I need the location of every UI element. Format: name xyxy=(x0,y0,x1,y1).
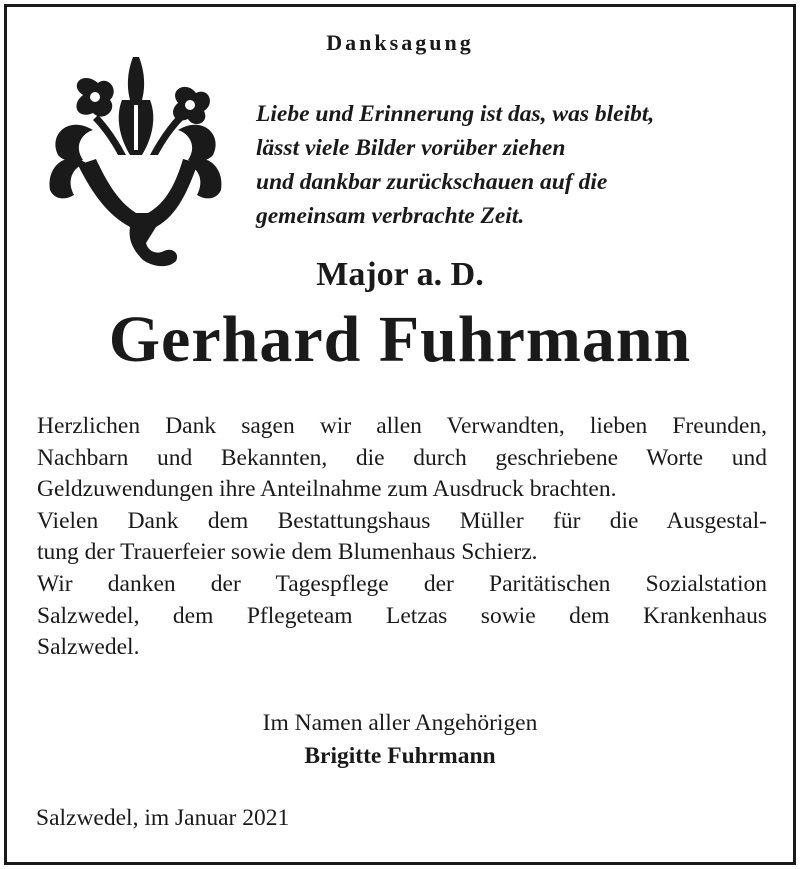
thanks-line: Vielen Dank dem Bestattungshaus Müller für die Ausgestal- xyxy=(37,507,767,534)
thanks-line: Salzwedel. xyxy=(37,634,140,661)
thanks-line: Nachbarn und Bekannten, die durch geschriebene Worte und xyxy=(37,444,767,471)
place-date: Salzwedel, im Januar 2021 xyxy=(36,805,290,831)
thanks-line: Herzlichen Dank sagen wir allen Verwandten, lieben Freunden, xyxy=(37,413,767,439)
notice-heading: Danksagung xyxy=(326,30,474,55)
signature-intro: Im Namen aller Angehörigen xyxy=(262,710,538,736)
thanks-line: Wir danken der Tagespflege der Paritätischen Sozialstation xyxy=(37,570,767,597)
signer-name: Brigitte Fuhrmann xyxy=(304,743,496,769)
poem-line: lässt viele Bilder vorüber ziehen xyxy=(256,135,566,161)
memorial-poem xyxy=(256,97,776,233)
poem-line: Liebe und Erinnerung ist das, was bleibt, xyxy=(256,101,655,127)
poem-line: gemeinsam verbrachte Zeit. xyxy=(256,203,525,229)
thanks-line: Geldzuwendungen ihre Anteilnahme zum Ausdruck brachten. xyxy=(37,476,617,503)
thanks-text xyxy=(37,411,767,664)
deceased-rank: Major a. D. xyxy=(316,256,484,293)
poem-line: und dankbar zurückschauen auf die xyxy=(256,169,608,195)
thanks-line: tung der Trauerfeier sowie dem Blumenhaus Schierz. xyxy=(37,539,538,566)
deceased-name: Gerhard Fuhrmann xyxy=(108,303,692,376)
signature-block xyxy=(0,707,800,773)
thanks-line: Salzwedel, dem Pflegeteam Letzas sowie dem Krankenhaus xyxy=(37,602,767,629)
flower-cornucopia-icon xyxy=(38,55,233,275)
